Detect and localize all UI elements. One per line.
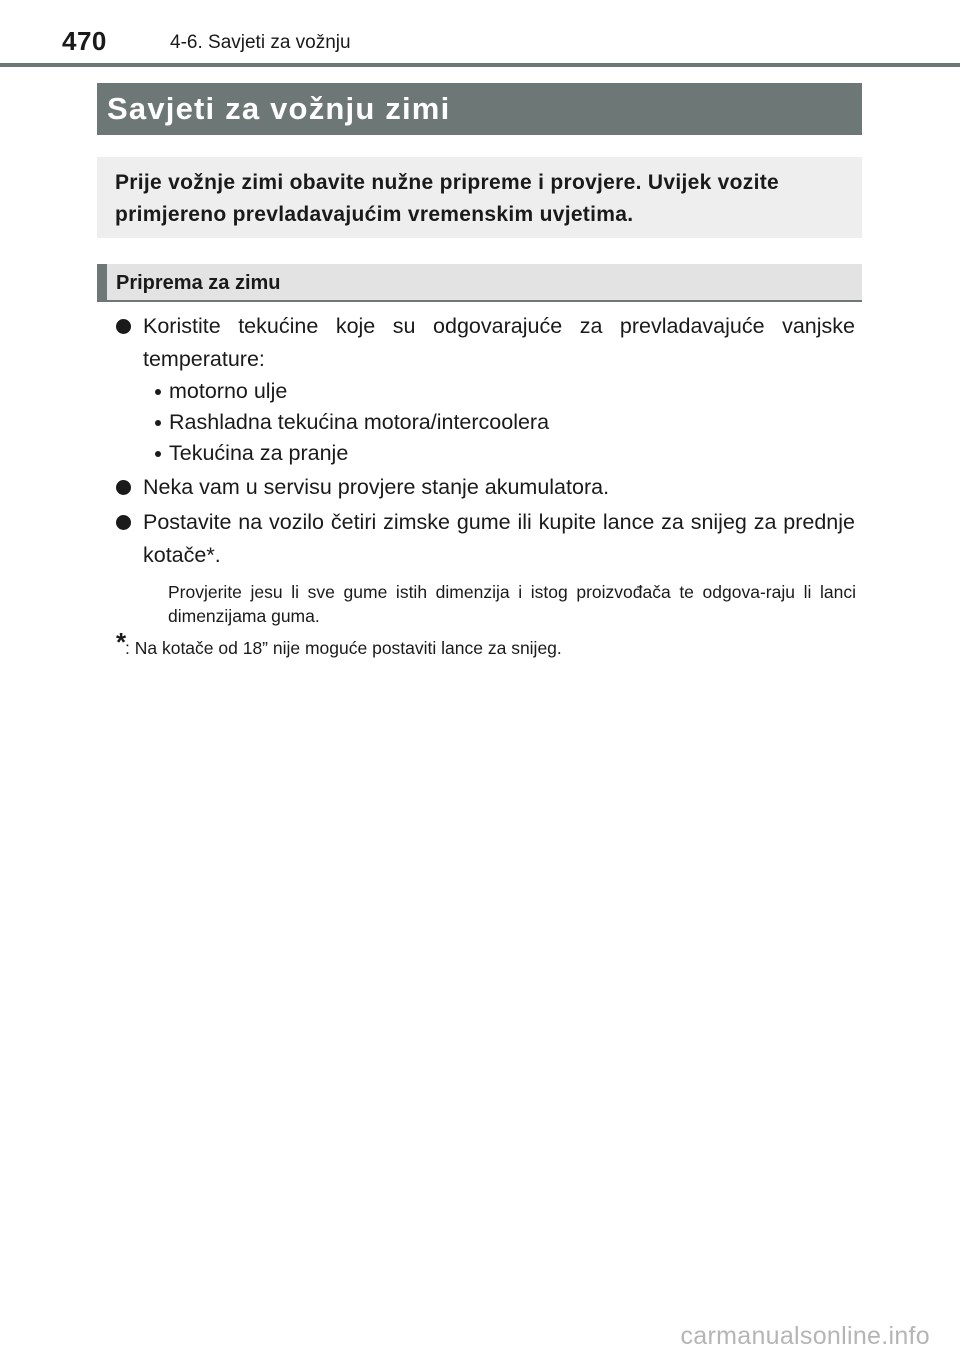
sub-list-item (155, 376, 862, 407)
sub-list-item (155, 438, 862, 469)
bullet-note: Provjerite jesu li sve gume istih dimenzija i istog proizvođača te odgova-raju li lanci dimenzijama guma. (168, 582, 856, 626)
bullet-text: Postavite na vozilo četiri zimske gume ili kupite lance za snijeg za prednje kotače*. (143, 510, 855, 567)
subsection-underline (97, 300, 862, 302)
page-header (0, 0, 960, 70)
header-divider (0, 63, 960, 67)
page-title-bar (97, 83, 862, 135)
footnote (97, 627, 862, 660)
footnote-asterisk: * (116, 627, 127, 657)
page-number: 470 (62, 26, 107, 56)
bullet-item (97, 310, 862, 376)
intro-text: Prije vožnje zimi obavite nužne pripreme i provjere. Uvijek vozite primjereno prevladavajućim vremenskim uvjetima. (115, 171, 780, 226)
subsection-accent-bar (97, 264, 107, 300)
footnote-text: : Na kotače od 18” nije moguće postaviti lance za snijeg. (125, 638, 562, 658)
sub-list (155, 376, 862, 469)
page-title: Savjeti za vožnju zimi (107, 91, 451, 126)
subsection-title: Priprema za zimu (116, 272, 281, 294)
bullet-item (97, 471, 862, 504)
section-reference: 4-6. Savjeti za vožnju (170, 32, 351, 53)
intro-box (97, 157, 862, 238)
watermark: carmanualsonline.info (680, 1322, 930, 1350)
sub-list-item (155, 407, 862, 438)
bullet-item (97, 506, 862, 572)
bullet-dot-icon (116, 515, 131, 530)
bullet-list (97, 310, 862, 660)
sub-bullet-icon (155, 451, 161, 457)
sub-item-text: motorno ulje (169, 379, 288, 403)
sub-item-text: Tekućina za pranje (169, 441, 349, 465)
sub-item-text: Rashladna tekućina motora/intercoolera (169, 410, 550, 434)
bullet-dot-icon (116, 319, 131, 334)
bullet-dot-icon (116, 480, 131, 495)
subsection-header (97, 264, 862, 300)
sub-bullet-icon (155, 389, 161, 395)
sub-bullet-icon (155, 420, 161, 426)
bullet-text: Koristite tekućine koje su odgovarajuće za prevladavajuće vanjske temperature: (143, 314, 855, 371)
bullet-text: Neka vam u servisu provjere stanje akumulatora. (143, 475, 610, 499)
